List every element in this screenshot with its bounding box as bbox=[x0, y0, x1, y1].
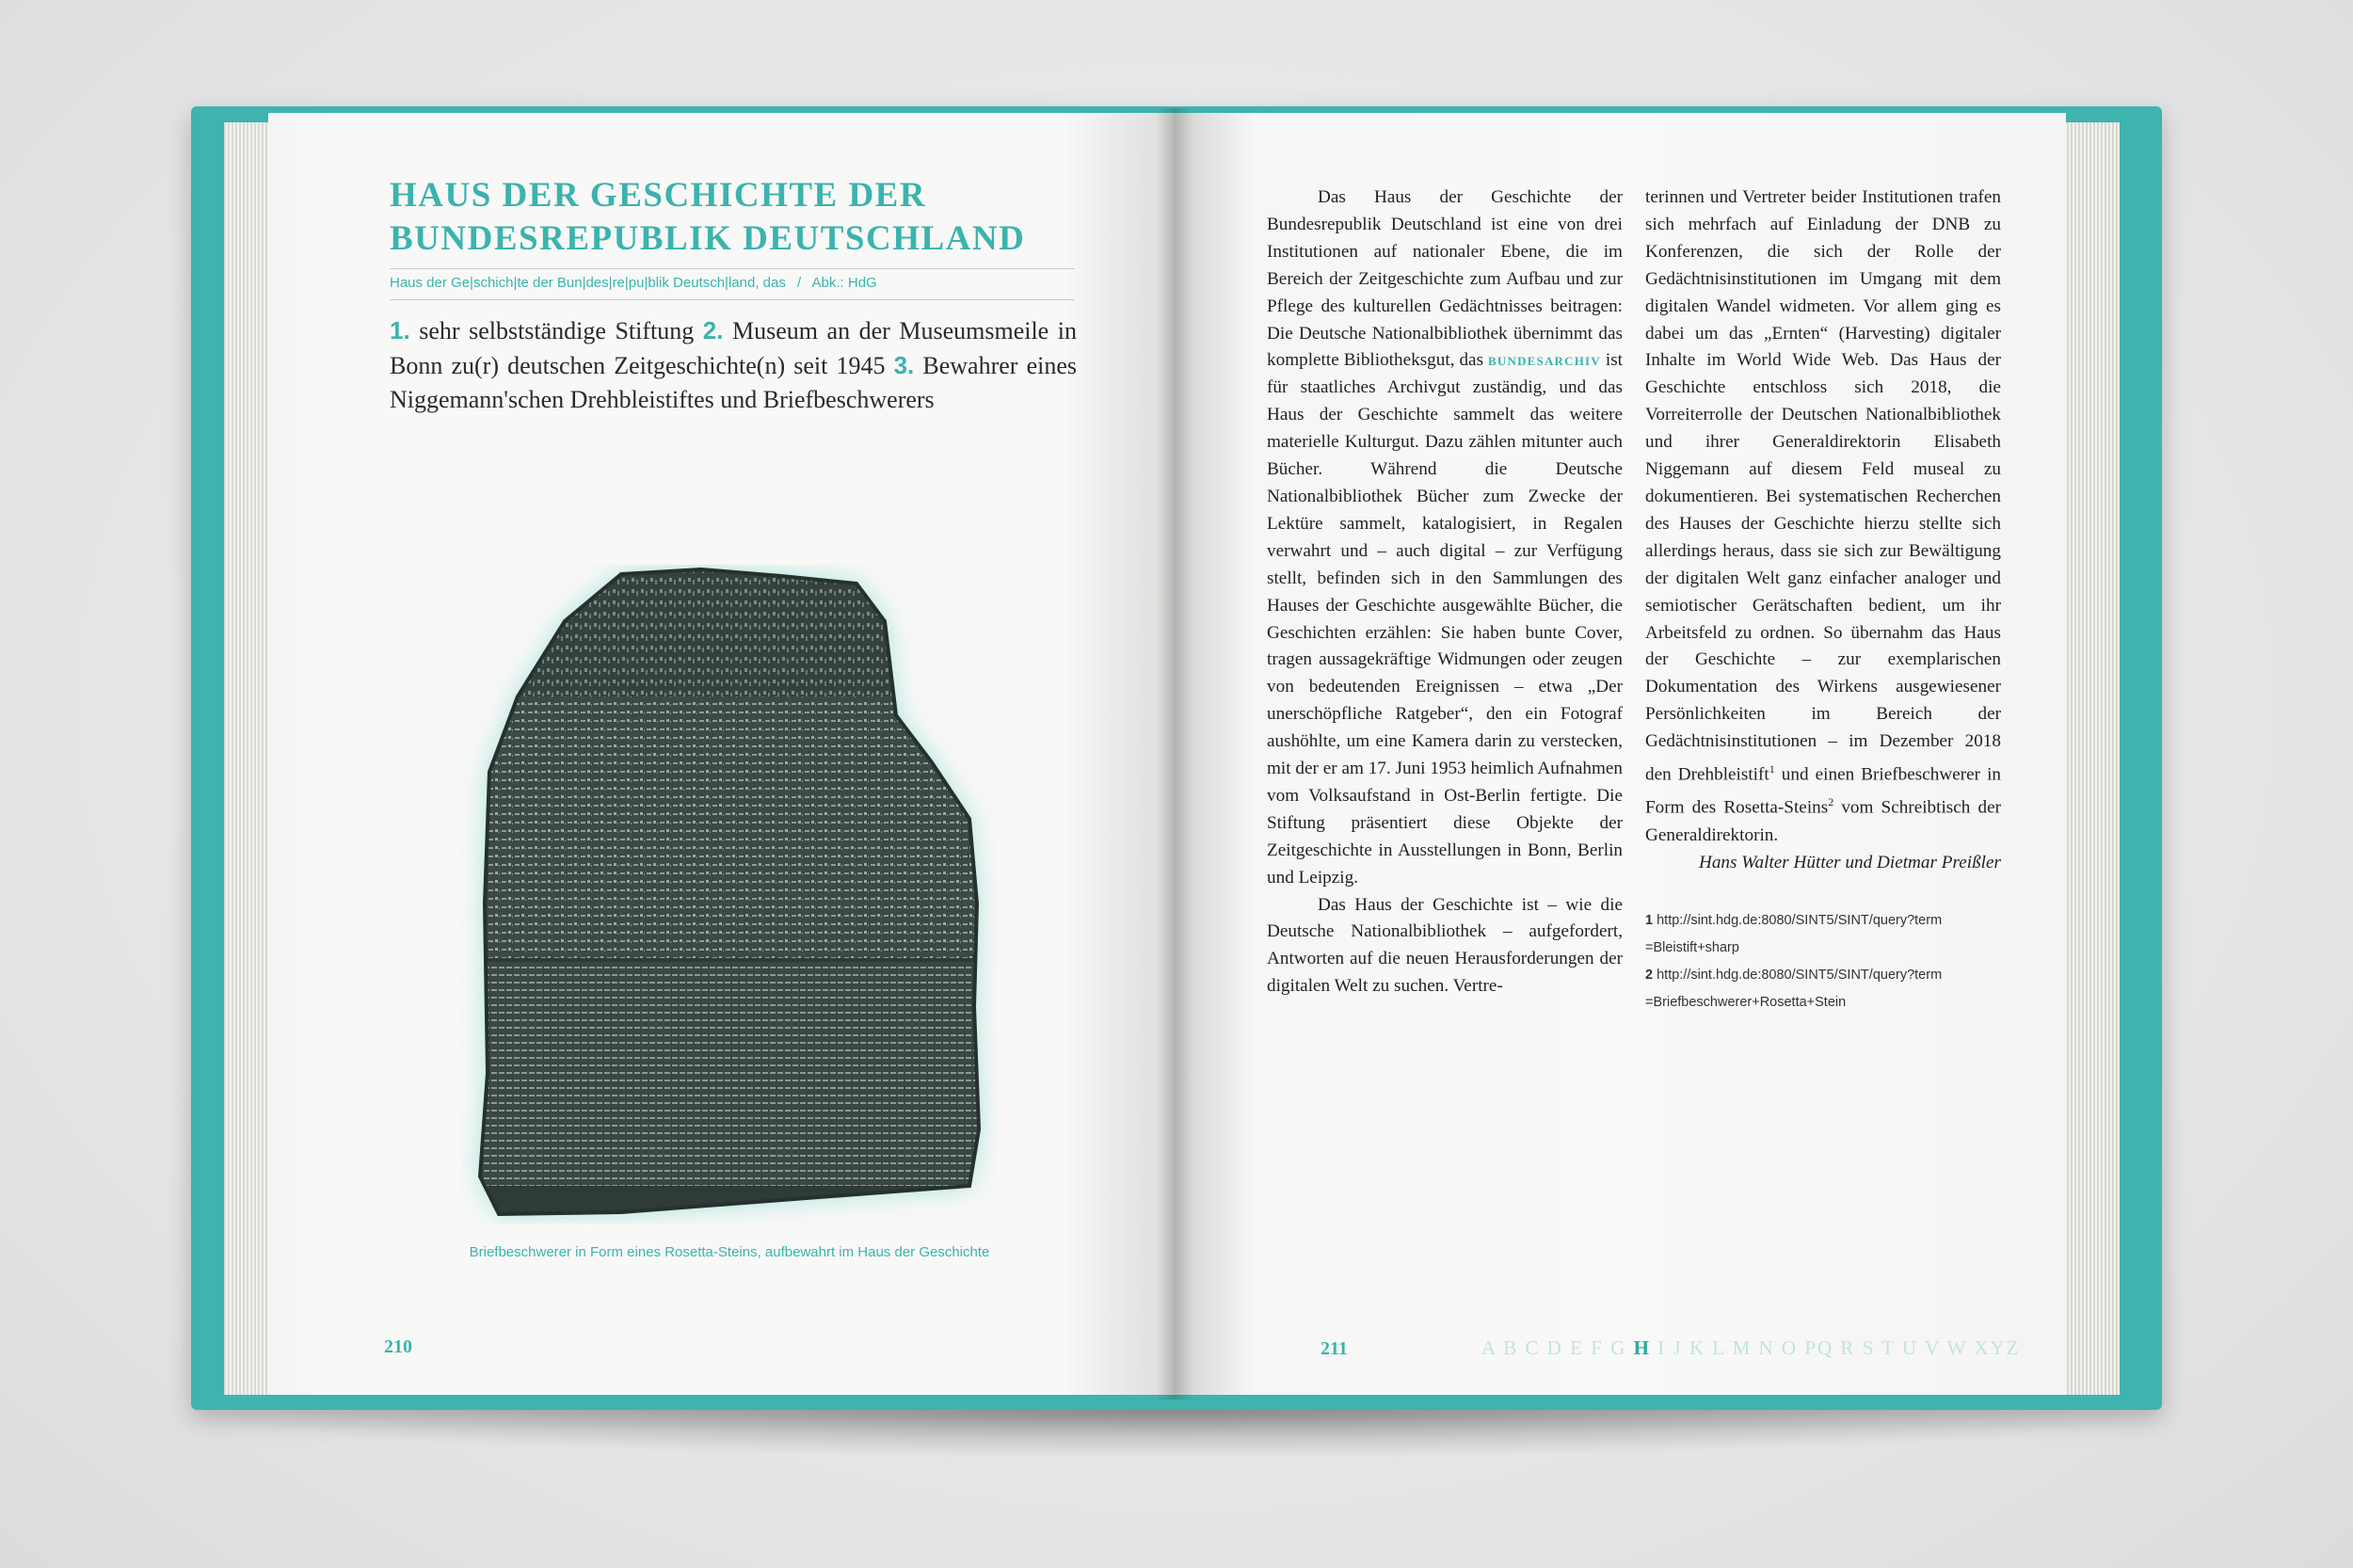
column-2-paragraph-1-text: terinnen und Vertreter beider Institutionen trafen sich mehrfach auf Einladung der DNB zu Konferenzen, die sich der Rolle der Gedächtnisinstitutionen im Umgang mit dem digitalen Wandel widmeten. Vor allem ging es dabei um das „Ernten“ (Harvesting) digitaler Inhalte im World Wide Web. Das Haus der Geschichte entschloss sich 2018, die Vorreiterrolle der Deutschen Nationalbibliothek und ihrer Generaldirektorin Elisabeth Niggemann auf diesem Feld museal zu dokumentieren. Bei systematischen Recherchen des Hauses der Geschichte hierzu stellte sich allerdings heraus, dass sie sich zur Bewältigung der digitalen Welt ganz einfacher analoger und semiotischer Gerätschaften bedient, um ihr Arbeitsfeld zu ordnen. So übernahm das Haus der Geschichte – zur exemplarischen Dokumentation des Wirkens ausgewiesener Persönlichkeiten im Bereich der Gedächtnisinstitutionen – im Dezember 2018 den Drehbleistift bbox=[1645, 187, 2001, 785]
definition-number-3: 3. bbox=[893, 351, 915, 379]
page-number-left: 210 bbox=[384, 1336, 412, 1357]
column-1-paragraph-1-text-a: Das Haus der Geschichte der Bundesrepublik Deutschland ist eine von drei Institutionen auf nationaler Ebene, die im Bereich der Zeitgeschichte zum Aufbau und zur Pflege des kulturellen Gedächtnisses beitragen: Die Deutsche Nationalbibliothek übernimmt das komplette Bibliotheksgut, das bbox=[1267, 187, 1623, 371]
column-2-paragraph-1-mid: und einen Briefbeschwerer in Form des Rosetta-Steins bbox=[1645, 764, 2001, 818]
definition-text-2: Museum an der Museumsmeile in Bonn zu(r) deutschen Zeitgeschichte(n) seit 1945 bbox=[390, 317, 1077, 379]
alphabet-active-letter: H bbox=[1633, 1336, 1651, 1359]
text-column-2 bbox=[1645, 184, 2001, 876]
footnote-ref-1[interactable]: 1 bbox=[1769, 762, 1775, 776]
rosetta-stone-illustration bbox=[461, 565, 998, 1224]
footnote-2-url-part-1[interactable]: http://sint.hdg.de:8080/SINT5/SINT/query?term bbox=[1657, 968, 1943, 983]
column-1-paragraph-1-text-b: ist für staatliches Archivgut zuständig, und das Haus der Geschichte sammelt das weitere materielle Kulturgut. Dazu zählen mitunter auch Bücher. Während die Deutsche Nationalbibliothek Bücher zum Zwecke der Lektüre sammelt, katalogisiert, in Regalen verwahrt und – auch digital – zur Verfügung stellt, befinden sich in den Sammlungen des Hauses der Geschichte ausgewählte Bücher, die Geschichten erzählen: Sie haben bunte Cover, tragen aussagekräftige Widmungen oder zeugen von bedeutenden Ereignissen – etwa „Der unerschöpfliche Ratgeber“, den ein Fotograf aushöhlte, um eine Kamera darin zu verstecken, mit der er am 17. Juni 1953 heimlich Aufnahmen vom Volksaufstand in Ost-Berlin fertigte. Die Stiftung präsentiert diese Objekte der Zeitgeschichte in Ausstellungen in Bonn, Berlin und Leipzig. bbox=[1267, 350, 1623, 888]
hyphenation-separator: / bbox=[797, 275, 802, 291]
alphabet-letters-after: I J K L M N O PQ R S T U V W XYZ bbox=[1650, 1336, 2021, 1359]
rosetta-stone-image bbox=[461, 565, 998, 1224]
column-1-paragraph-1 bbox=[1267, 184, 1623, 892]
alphabet-index bbox=[1481, 1336, 2020, 1360]
abbreviation: Abk.: HdG bbox=[811, 275, 877, 291]
entry-title-line-1: HAUS DER GESCHICHTE DER bbox=[390, 176, 927, 215]
hyphenation-line bbox=[390, 275, 1086, 291]
footnote-1-url-part-2[interactable]: =Bleistift+sharp bbox=[1645, 940, 1739, 955]
text-column-1 bbox=[1267, 184, 1623, 1000]
author-byline: Hans Walter Hütter und Dietmar Preißler bbox=[1698, 852, 2001, 872]
definition-text-1: sehr selbstständige Stiftung bbox=[409, 317, 703, 344]
column-1-paragraph-2: Das Haus der Geschichte ist – wie die Deutsche Nationalbibliothek – aufgefordert, Antworten auf die neuen Herausforderungen der digitalen Welt zu suchen. Vertre- bbox=[1267, 894, 1623, 997]
hyphenation-rule bbox=[390, 299, 1075, 300]
footnotes bbox=[1645, 907, 2012, 1016]
page-edges-right bbox=[2061, 122, 2120, 1395]
bundesarchiv-link[interactable]: bundesarchiv bbox=[1488, 350, 1601, 371]
footnote-ref-2[interactable]: 2 bbox=[1828, 795, 1834, 809]
footnote-1 bbox=[1645, 907, 2012, 962]
footnote-2-url-part-2[interactable]: =Briefbeschwerer+Rosetta+Stein bbox=[1645, 995, 1847, 1010]
footnote-2-number: 2 bbox=[1645, 968, 1654, 983]
alphabet-letters-before: A B C D E F G bbox=[1481, 1336, 1634, 1359]
definition-number-2: 2. bbox=[702, 316, 724, 344]
footnote-2 bbox=[1645, 962, 2012, 1016]
title-rule bbox=[390, 268, 1075, 269]
definition-number-1: 1. bbox=[390, 316, 410, 344]
definition-list bbox=[390, 313, 1077, 417]
column-2-paragraph-1-end: vom Schreibtisch der Generaldirektorin. bbox=[1645, 797, 2001, 845]
entry-title-line-2: BUNDESREPUBLIK DEUTSCHLAND bbox=[390, 219, 1026, 258]
page-number-right: 211 bbox=[1321, 1338, 1348, 1359]
page-edges-left bbox=[224, 122, 271, 1395]
hyphenation-text: Haus der Ge|schich|te der Bun|des|re|pu|blik Deutsch|land, das bbox=[390, 275, 786, 291]
footnote-1-number: 1 bbox=[1645, 913, 1654, 928]
book-gutter bbox=[1156, 108, 1193, 1400]
entry-title bbox=[390, 174, 1105, 261]
image-caption: Briefbeschwerer in Form eines Rosetta-Steins, aufbewahrt im Haus der Geschichte bbox=[469, 1244, 990, 1260]
definition-text-3: Bewahrer eines Niggemann'schen Drehbleistiftes und Briefbeschwerers bbox=[390, 352, 1077, 413]
column-2-paragraph-1 bbox=[1645, 184, 2001, 850]
footnote-1-url-part-1[interactable]: http://sint.hdg.de:8080/SINT5/SINT/query?term bbox=[1657, 913, 1943, 928]
